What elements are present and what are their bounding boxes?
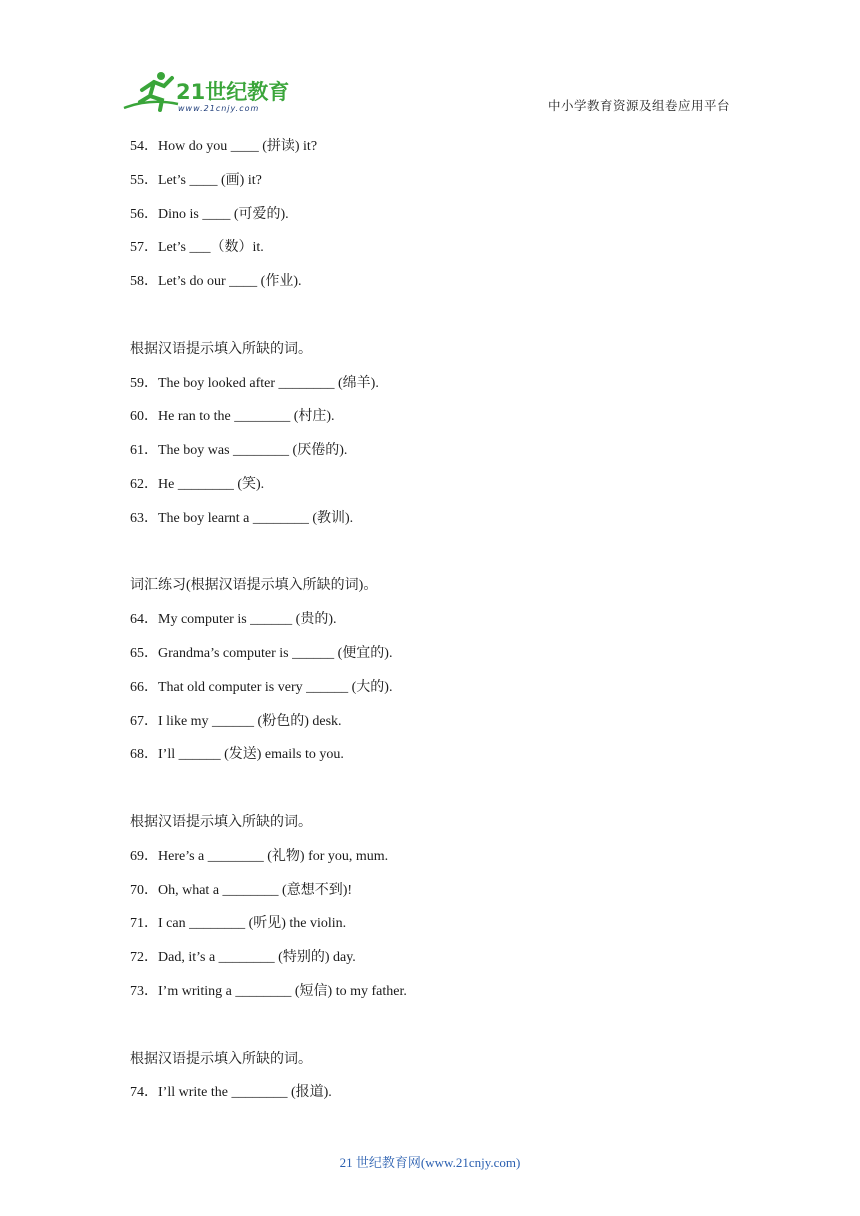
question-item: 60．He ran to the ________ (村庄). xyxy=(130,409,335,425)
question-item: 54．How do you ____ (拼读) it? xyxy=(130,139,318,154)
section-gap xyxy=(130,772,770,806)
section-instruction: 根据汉语提示填入所缺的词。 xyxy=(130,341,312,357)
question-item: 73．I’m writing a ________ (短信) to my father. xyxy=(130,983,407,999)
question-item: 64．My computer is ______ (贵的). xyxy=(130,612,337,628)
section-gap xyxy=(130,536,770,570)
site-logo xyxy=(120,68,295,116)
section-instruction: 根据汉语提示填入所缺的词。 xyxy=(130,814,312,830)
question-item: 58．Let’s do our ____ (作业). xyxy=(130,274,302,290)
question-item: 56．Dino is ____ (可爱的). xyxy=(130,206,289,222)
svg-text:21世纪教育: 21世纪教育 xyxy=(176,80,290,104)
question-item: 67．I like my ______ (粉色的) desk. xyxy=(130,713,342,729)
question-item: 70．Oh, what a ________ (意想不到)! xyxy=(130,882,353,898)
question-item: 62．He ________ (笑). xyxy=(130,476,265,492)
svg-text:www.21cnjy.com: www.21cnjy.com xyxy=(178,104,260,113)
section-instruction: 根据汉语提示填入所缺的词。 xyxy=(130,1051,312,1067)
section-gap xyxy=(130,299,770,333)
question-item: 63．The boy learnt a ________ (教训). xyxy=(130,510,354,526)
question-item: 66．That old computer is very ______ (大的). xyxy=(130,679,393,695)
question-item: 61．The boy was ________ (厌倦的). xyxy=(130,443,348,459)
question-item: 69．Here’s a ________ (礼物) for you, mum. xyxy=(130,848,389,864)
question-item: 65．Grandma’s computer is ______ (便宜的). xyxy=(130,645,393,661)
platform-tagline: 中小学教育资源及组卷应用平台 xyxy=(547,98,730,113)
section-instruction: 词汇练习(根据汉语提示填入所缺的词)。 xyxy=(130,578,378,594)
question-item: 59．The boy looked after ________ (绵羊). xyxy=(130,375,379,391)
question-item: 74．I’ll write the ________ (报道). xyxy=(130,1085,332,1101)
page-footer: 21 世纪教育网(www.21cnjy.com) xyxy=(339,1155,521,1170)
exercise-content xyxy=(130,130,770,1110)
question-item: 68．I’ll ______ (发送) emails to you. xyxy=(130,747,344,763)
question-item: 71．I can ________ (听见) the violin. xyxy=(130,916,347,932)
question-item: 57．Let’s ___（数）it. xyxy=(130,240,264,256)
page-header xyxy=(0,0,860,125)
logo-graphic xyxy=(120,68,295,116)
question-item: 72．Dad, it’s a ________ (特别的) day. xyxy=(130,950,356,966)
section-gap xyxy=(130,1009,770,1043)
question-item: 55．Let’s ____ (画) it? xyxy=(130,172,262,188)
